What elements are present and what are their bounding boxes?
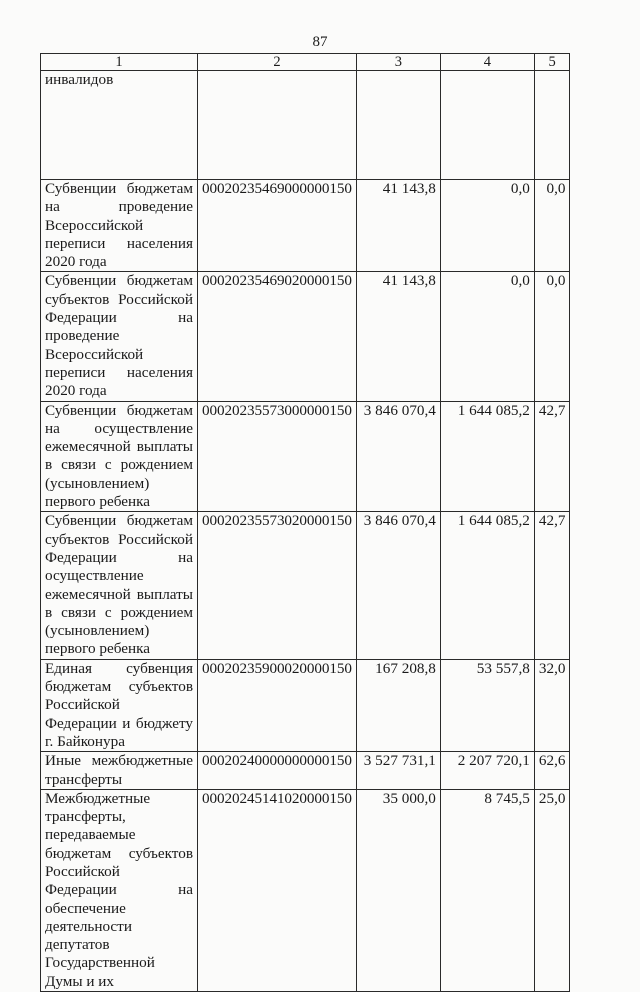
row-value-col3: 35 000,0 [356, 789, 440, 991]
row-name: инвалидов [41, 71, 198, 180]
row-value-col4: 2 207 720,1 [440, 752, 534, 790]
row-name: Субвенции бюджетам субъектов Российской Федерации на проведение Всероссийской переписи населения 2020 года [41, 272, 198, 401]
column-number-row [41, 54, 570, 71]
table-row [41, 512, 570, 659]
table-row [41, 180, 570, 272]
row-code: 00020240000000000150 [198, 752, 357, 790]
column-header: 5 [534, 54, 570, 71]
row-value-col3: 3 846 070,4 [356, 401, 440, 512]
row-name: Иные межбюджетные трансферты [41, 752, 198, 790]
row-value-col4: 1 644 085,2 [440, 401, 534, 512]
row-value-col5: 32,0 [534, 659, 570, 751]
row-value-col5: 0,0 [534, 180, 570, 272]
row-name: Субвенции бюджетам субъектов Российской Федерации на осуществление ежемесячной выплаты в связи с рождением (усыновлением) первого ребенка [41, 512, 198, 659]
table-row [41, 659, 570, 751]
row-name: Межбюджетные трансферты, передаваемые бюджетам субъектов Российской Федерации на обеспечение деятельности депутатов Государственной Думы и их [41, 789, 198, 991]
table-row [41, 752, 570, 790]
row-code: 00020235469000000150 [198, 180, 357, 272]
row-code: 00020235573000000150 [198, 401, 357, 512]
budget-table [40, 53, 570, 992]
row-value-col5: 0,0 [534, 272, 570, 401]
row-value-col4: 0,0 [440, 180, 534, 272]
row-value-col5: 62,6 [534, 752, 570, 790]
row-value-col4: 8 745,5 [440, 789, 534, 991]
table-row [41, 272, 570, 401]
row-value-col3: 3 846 070,4 [356, 512, 440, 659]
row-code: 00020235469020000150 [198, 272, 357, 401]
row-value-col5: 25,0 [534, 789, 570, 991]
row-value-col4: 0,0 [440, 272, 534, 401]
row-value-col3: 167 208,8 [356, 659, 440, 751]
column-header: 2 [198, 54, 357, 71]
row-code: 00020235573020000150 [198, 512, 357, 659]
row-name: Единая субвенция бюджетам субъектов Российской Федерации и бюджету г. Байконура [41, 659, 198, 751]
row-value-col5: 42,7 [534, 401, 570, 512]
row-name: Субвенции бюджетам на проведение Всероссийской переписи населения 2020 года [41, 180, 198, 272]
row-name: Субвенции бюджетам на осуществление ежемесячной выплаты в связи с рождением (усыновлением) первого ребенка [41, 401, 198, 512]
row-value-col5: 42,7 [534, 512, 570, 659]
row-value-col4: 1 644 085,2 [440, 512, 534, 659]
row-value-col3: 3 527 731,1 [356, 752, 440, 790]
column-header: 3 [356, 54, 440, 71]
row-code [198, 71, 357, 180]
page-number: 87 [312, 34, 328, 50]
row-value-col5 [534, 71, 570, 180]
table-row [41, 401, 570, 512]
row-value-col3: 41 143,8 [356, 272, 440, 401]
column-header: 4 [440, 54, 534, 71]
column-header: 1 [41, 54, 198, 71]
row-value-col3 [356, 71, 440, 180]
table-row [41, 789, 570, 991]
row-value-col4: 53 557,8 [440, 659, 534, 751]
row-code: 00020245141020000150 [198, 789, 357, 991]
row-code: 00020235900020000150 [198, 659, 357, 751]
row-value-col4 [440, 71, 534, 180]
table-row [41, 71, 570, 180]
row-value-col3: 41 143,8 [356, 180, 440, 272]
